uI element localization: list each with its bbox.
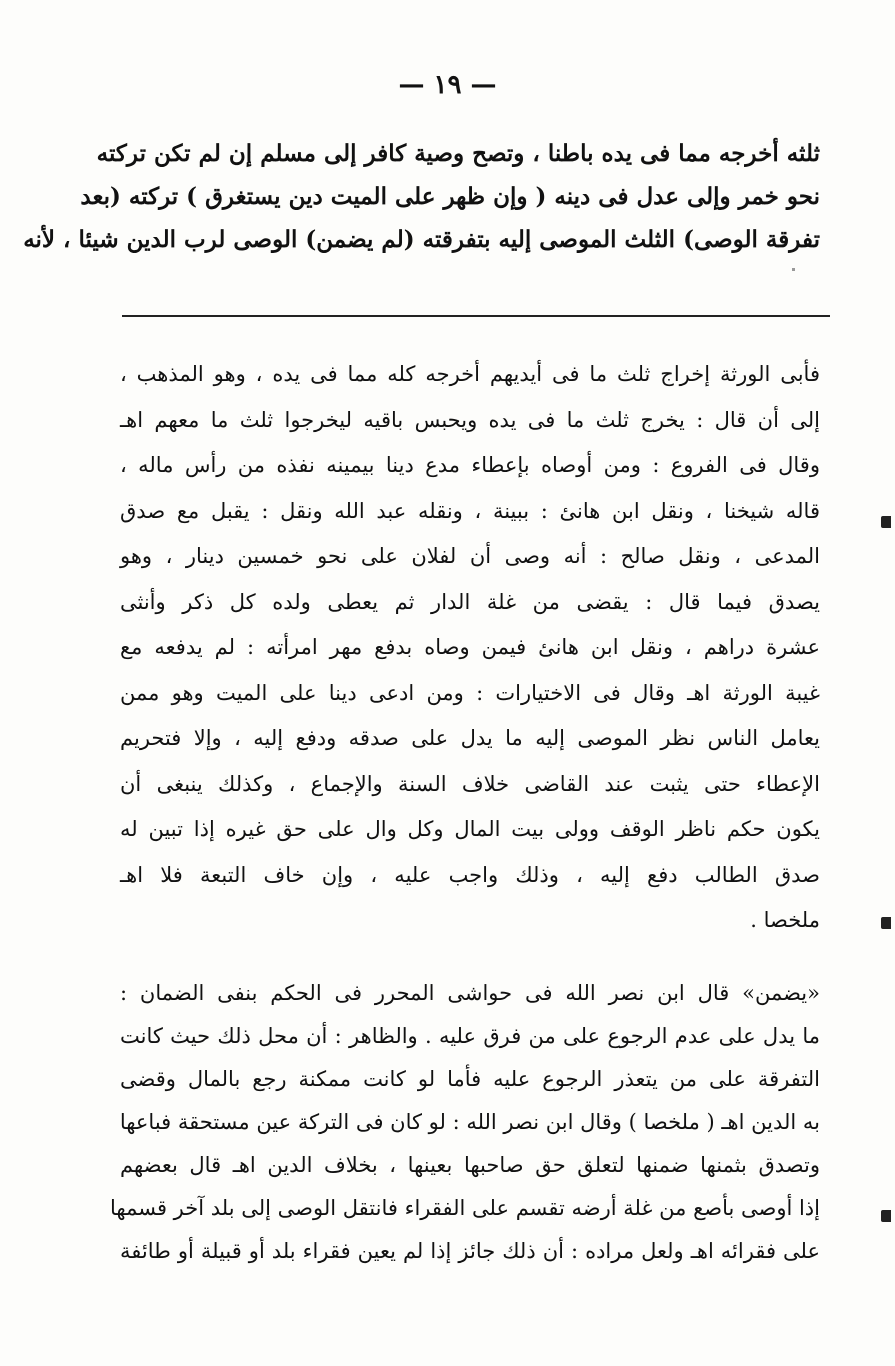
- commentary-line: غيبة الورثة اهـ وقال فى الاختيارات : ومن ادعى دينا على الميت وهو ممن: [120, 680, 820, 705]
- footnote-line: على فقرائه اهـ ولعل مراده : أن ذلك جائز إذا لم يعين فقراء بلد أو قبيلة أو طائفة: [120, 1239, 820, 1263]
- commentary-line: فأبى الورثة إخراج ثلث ما فى أيديهم أخرجه كله مما فى يده ، وهو المذهب ،: [120, 362, 820, 386]
- commentary-line: الإعطاء حتى يثبت عند القاضى خلاف السنة والإجماع ، وكذلك ينبغى أن: [120, 771, 820, 796]
- main-text-block: [23, 132, 820, 261]
- footnote-line: إذا أوصى بأصع من غلة أرضه تقسم على الفقراء فانتقل الوصى إلى بلد آخر قسمها: [110, 1196, 820, 1220]
- footnote-line: وتصدق بثمنها ضمنها لتعلق حق صاحبها بعينها ، بخلاف الدين اهـ قال بعضهم: [120, 1153, 820, 1177]
- commentary-line: ملخصا .: [750, 908, 820, 932]
- footnote-line: به الدين اهـ ( ملخصا ) وقال ابن نصر الله : لو كان فى التركة عين مستحقة فباعها: [119, 1110, 820, 1134]
- binding-mark: [881, 516, 891, 528]
- commentary-line: يعامل الناس نظر الموصى إليه ما يدل على صدقه ودفع إليه ، وإلا فتحريم: [120, 726, 820, 750]
- footnote-line: ما يدل على عدم الرجوع على من فرق عليه . والظاهر : أن محل ذلك حيث كانت: [120, 1024, 820, 1048]
- footnote-line: التفرقة على من يتعذر الرجوع عليه فأما لو كانت ممكنة رجع بالمال وقضى: [120, 1067, 820, 1091]
- commentary-line: صدق الطالب دفع إليه ، وذلك واجب عليه ، وإن خاف التبعة فلا اهـ: [120, 862, 820, 887]
- section-divider: [122, 315, 830, 317]
- main-text-line: نحو خمر وإلى عدل فى دينه ( وإن ظهر على الميت دين يستغرق ) تركته (بعد: [80, 183, 820, 210]
- main-text-line: تفرقة الوصى) الثلث الموصى إليه بتفرقته (لم يضمن) الوصى لرب الدين شيئا ، لأنه: [23, 226, 820, 253]
- commentary-line: المدعى ، ونقل صالح : أنه وصى أن لفلان على نحو خمسين دينار ، وهو: [120, 544, 820, 568]
- commentary-line: إلى أن قال : يخرج ثلث ما فى يده ويحبس باقيه ليخرجوا ثلث ما معهم اهـ: [120, 407, 820, 432]
- ink-speck: [792, 268, 795, 271]
- binding-mark: [881, 1210, 891, 1222]
- commentary-line: عشرة دراهم ، ونقل ابن هانئ فيمن وصاه بدفع مهر امرأته : لم يدفعه مع: [120, 635, 820, 659]
- main-text-line: ثلثه أخرجه مما فى يده باطنا ، وتصح وصية كافر إلى مسلم إن لم تكن تركته: [96, 140, 820, 167]
- commentary-line: يصدق فيما قال : يقضى من غلة الدار ثم يعطى ولده كل ذكر وأنثى: [120, 589, 821, 614]
- commentary-block: [120, 352, 820, 944]
- commentary-line: قاله شيخنا ، ونقل ابن هانئ : ببينة ، ونقله عبد الله ونقل : يقبل مع صدق: [120, 498, 820, 523]
- page-number: — ١٩ —: [398, 70, 497, 100]
- commentary-line: وقال فى الفروع : ومن أوصاه بإعطاء مدع دينا بيمينه نفذه من رأس ماله ،: [120, 453, 820, 477]
- binding-mark: [881, 917, 891, 929]
- footnote-block: [110, 972, 820, 1273]
- commentary-line: يكون حكم ناظر الوقف وولى بيت المال وكل وال على حق غيره إذا تبين له: [120, 817, 820, 841]
- footnote-line: «يضمن» قال ابن نصر الله فى حواشى المحرر فى الحكم بنفى الضمان :: [120, 981, 820, 1005]
